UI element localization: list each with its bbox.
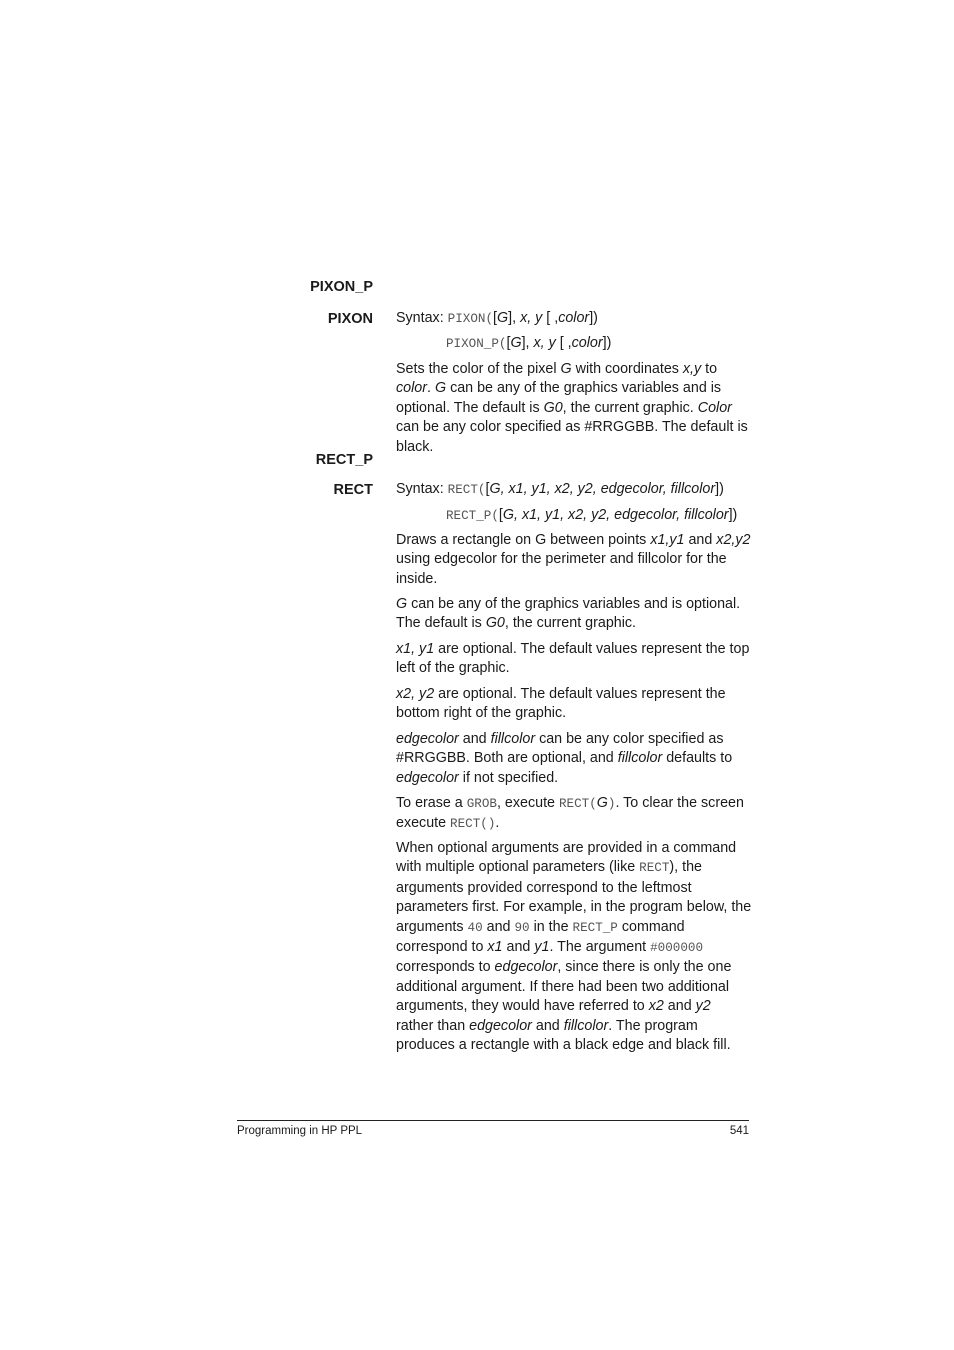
code-rect: RECT( bbox=[447, 483, 486, 497]
text-italic: G0 bbox=[543, 399, 563, 416]
syntax-text: [ bbox=[498, 507, 503, 523]
text: Sets the color of the pixel bbox=[396, 361, 561, 377]
page-number: 541 bbox=[729, 1125, 749, 1137]
text-italic: fillcolor bbox=[617, 750, 663, 767]
code-grob: GROB bbox=[466, 797, 497, 811]
text: , execute bbox=[496, 795, 559, 811]
text: and bbox=[458, 731, 491, 747]
text: To erase a bbox=[396, 795, 467, 811]
pixon-description bbox=[396, 360, 752, 457]
text-italic: y1 bbox=[534, 939, 550, 956]
text-italic: G bbox=[560, 361, 572, 377]
text: , the current graphic. bbox=[562, 399, 698, 416]
rect-paragraph-5 bbox=[396, 730, 752, 788]
rect-paragraph-7 bbox=[396, 839, 752, 1055]
text: can be any of the graphics variables and is optional. The default is bbox=[396, 596, 741, 632]
syntax-text: ], bbox=[521, 335, 534, 351]
text: in the bbox=[529, 918, 573, 935]
rect-paragraph-6 bbox=[396, 794, 752, 835]
text: and bbox=[684, 532, 717, 548]
text-italic: x2 bbox=[648, 998, 664, 1015]
text: . bbox=[427, 380, 431, 397]
text: can be any of the graphics variables and is optional. The default is bbox=[396, 380, 722, 416]
pixon-p-syntax-line bbox=[446, 335, 611, 351]
syntax-text: ]) bbox=[715, 481, 724, 497]
syntax-text: [ bbox=[493, 310, 498, 326]
syntax-arg: G bbox=[497, 310, 509, 326]
text: . bbox=[495, 815, 500, 832]
text-italic: edgecolor bbox=[396, 769, 459, 786]
code-hex: #000000 bbox=[650, 941, 704, 956]
text: and bbox=[531, 1017, 564, 1034]
code-pixon: PIXON( bbox=[447, 312, 494, 326]
text-italic: Color bbox=[697, 399, 732, 416]
syntax-label: Syntax: bbox=[396, 481, 444, 497]
text: , the current graphic. bbox=[504, 615, 637, 632]
syntax-text: ]) bbox=[589, 310, 598, 326]
text: rather than bbox=[396, 1017, 470, 1034]
text-italic: edgecolor bbox=[469, 1017, 532, 1034]
syntax-text: ]) bbox=[728, 507, 738, 523]
footer-rule bbox=[237, 1120, 749, 1121]
code-rect-p: RECT_P( bbox=[446, 509, 499, 523]
text-italic: G bbox=[596, 795, 608, 811]
rect-p-syntax-line bbox=[446, 507, 737, 523]
syntax-label: Syntax: bbox=[396, 310, 444, 326]
text: to bbox=[701, 361, 718, 377]
syntax-arg: color bbox=[558, 310, 590, 326]
text-italic: edgecolor bbox=[396, 731, 459, 747]
text: with coordinates bbox=[571, 361, 683, 377]
text-italic: fillcolor bbox=[563, 1017, 609, 1034]
rect-paragraph-4 bbox=[396, 685, 752, 724]
rect-syntax-line bbox=[396, 481, 724, 497]
text-italic: G0 bbox=[485, 615, 505, 632]
text-italic: x1 bbox=[487, 939, 503, 956]
heading-rect: RECT bbox=[333, 482, 373, 498]
syntax-arg: color bbox=[571, 335, 603, 351]
code-rect: RECT( bbox=[558, 797, 597, 811]
syntax-text: [ bbox=[506, 335, 511, 351]
text: and bbox=[663, 998, 696, 1015]
text-italic: fillcolor bbox=[490, 731, 536, 747]
text: can be any color specified as #RRGGBB. Both are optional, and bbox=[396, 731, 724, 767]
text: ), the arguments provided correspond to the leftmost parameters first. For example, in the program below, the arguments bbox=[396, 859, 752, 935]
text: defaults to bbox=[662, 750, 733, 767]
rect-paragraph-2 bbox=[396, 595, 752, 634]
code-rect: RECT bbox=[639, 861, 670, 876]
syntax-arg: G bbox=[510, 335, 522, 351]
heading-rect-p: RECT_P bbox=[315, 452, 373, 468]
syntax-arg: G, x1, y1, x2, y2, edgecolor, fillcolor bbox=[502, 507, 729, 523]
text-italic: x1, y1 bbox=[396, 641, 435, 657]
code-number: 40 bbox=[467, 920, 483, 935]
text: . The argument bbox=[549, 939, 651, 956]
text: and bbox=[482, 918, 515, 935]
heading-pixon-p: PIXON_P bbox=[310, 279, 373, 295]
syntax-text: ]) bbox=[602, 335, 612, 351]
text: , since there is only the one additional argument. If there had been two additional arguments, they would have referred to bbox=[396, 959, 732, 1015]
text: are optional. The default values represent the top left of the graphic. bbox=[396, 641, 750, 677]
syntax-text: [ , bbox=[555, 335, 572, 351]
footer-title: Programming in HP PPL bbox=[237, 1125, 363, 1137]
heading-pixon: PIXON bbox=[327, 311, 373, 327]
text-italic: G bbox=[396, 596, 408, 612]
text: and bbox=[502, 939, 535, 956]
text-italic: x2,y2 bbox=[716, 532, 751, 548]
text: can be any color specified as #RRGGBB. The default is black. bbox=[396, 419, 748, 455]
code-rect-empty: RECT() bbox=[450, 817, 496, 832]
syntax-arg: x, y bbox=[520, 310, 543, 326]
text-italic: x2, y2 bbox=[396, 686, 435, 702]
text-italic: color bbox=[396, 380, 427, 397]
pixon-syntax-line bbox=[396, 310, 598, 326]
text-italic: G bbox=[434, 380, 447, 397]
text-italic: x1,y1 bbox=[650, 532, 685, 548]
text: . To clear the screen execute bbox=[396, 795, 744, 832]
text: When optional arguments are provided in a command with multiple optional parameters (like bbox=[396, 840, 737, 876]
syntax-arg: G, x1, y1, x2, y2, edgecolor, fillcolor bbox=[489, 481, 716, 497]
text-italic: y2 bbox=[695, 998, 711, 1015]
rect-paragraph-3 bbox=[396, 640, 752, 679]
rect-paragraph-1 bbox=[396, 531, 752, 589]
text: are optional. The default values represent the bottom right of the graphic. bbox=[396, 686, 726, 722]
text: . The program produces a rectangle with a black edge and black fill. bbox=[396, 1017, 731, 1054]
text: corresponds to bbox=[396, 959, 495, 976]
syntax-text: [ bbox=[485, 481, 490, 497]
syntax-text: [ , bbox=[542, 310, 559, 326]
syntax-text: ], bbox=[508, 310, 521, 326]
text-italic: edgecolor bbox=[494, 959, 558, 976]
text: command correspond to bbox=[396, 918, 685, 956]
text: if not specified. bbox=[458, 769, 559, 786]
code-number: 90 bbox=[514, 920, 530, 935]
text-italic: x,y bbox=[682, 361, 702, 377]
text: Draws a rectangle on G between points bbox=[396, 532, 651, 548]
code-rect: ) bbox=[607, 797, 616, 811]
code-rect-p: RECT_P bbox=[572, 920, 618, 935]
text: using edgecolor for the perimeter and fillcolor for the inside. bbox=[396, 551, 727, 587]
code-pixon-p: PIXON_P( bbox=[446, 337, 507, 351]
syntax-arg: x, y bbox=[533, 335, 556, 351]
